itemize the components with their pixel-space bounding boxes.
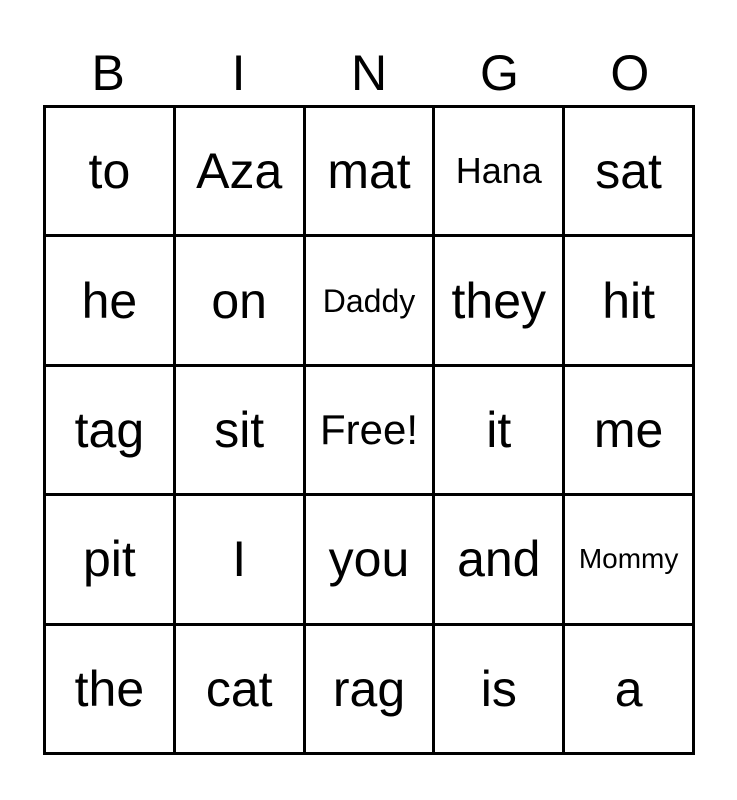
bingo-cell: hit xyxy=(565,237,695,366)
bingo-cell: it xyxy=(435,367,565,496)
bingo-cell: the xyxy=(46,626,176,755)
bingo-cell: is xyxy=(435,626,565,755)
header-letter-b: B xyxy=(91,45,125,101)
header-letter-i: I xyxy=(231,45,246,101)
free-space-cell: Free! xyxy=(306,367,436,496)
bingo-cell: to xyxy=(46,108,176,237)
header-letter-o: O xyxy=(610,45,650,101)
bingo-cell: I xyxy=(176,496,306,625)
header-letter-n: N xyxy=(350,45,388,101)
bingo-cell: mat xyxy=(306,108,436,237)
bingo-cell: sit xyxy=(176,367,306,496)
bingo-cell: they xyxy=(435,237,565,366)
bingo-cell: a xyxy=(565,626,695,755)
bingo-cell: you xyxy=(306,496,436,625)
header-letter-g: G xyxy=(479,45,519,101)
bingo-header xyxy=(43,42,695,104)
bingo-cell: Daddy xyxy=(306,237,436,366)
bingo-cell: and xyxy=(435,496,565,625)
bingo-cell: pit xyxy=(46,496,176,625)
bingo-cell: Aza xyxy=(176,108,306,237)
bingo-cell: tag xyxy=(46,367,176,496)
bingo-cell: on xyxy=(176,237,306,366)
bingo-cell: Mommy xyxy=(565,496,695,625)
bingo-cell: Hana xyxy=(435,108,565,237)
bingo-cell: sat xyxy=(565,108,695,237)
bingo-cell: he xyxy=(46,237,176,366)
bingo-board xyxy=(43,105,695,755)
bingo-cell: cat xyxy=(176,626,306,755)
bingo-cell: me xyxy=(565,367,695,496)
bingo-cell: rag xyxy=(306,626,436,755)
